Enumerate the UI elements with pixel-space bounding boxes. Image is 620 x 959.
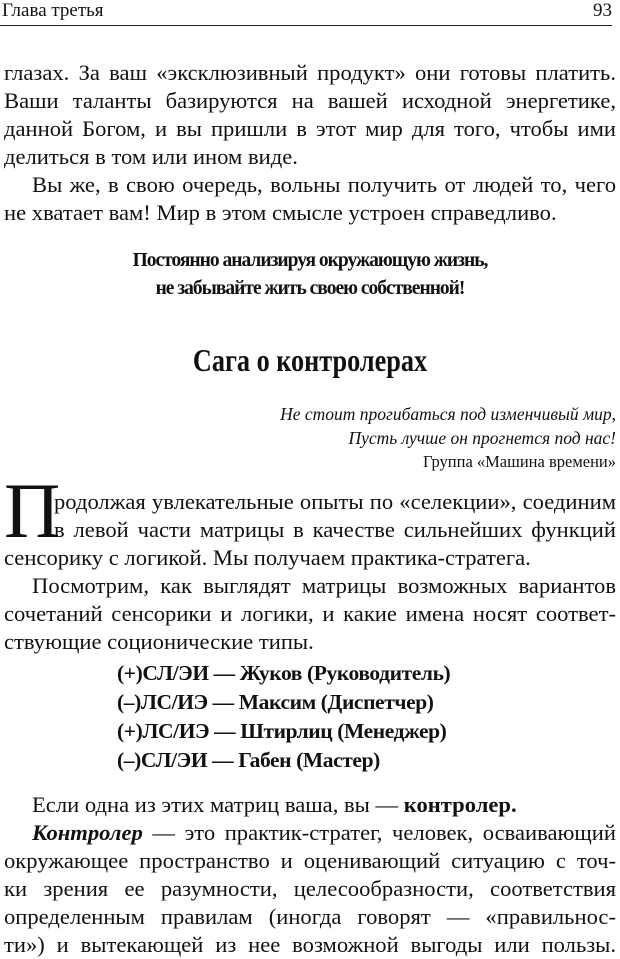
running-header	[0, 0, 612, 26]
text-line: ки зрения ее разумности, целесообразности, соответствия	[4, 876, 616, 901]
text-line: делиться в том или ином виде.	[4, 144, 298, 169]
text-line: сенсорику с логикой. Мы получаем практика-стратега.	[4, 545, 531, 570]
text-line: ствующие соционические типы.	[4, 629, 314, 654]
type-list	[117, 659, 450, 775]
paragraph-controller	[4, 791, 616, 959]
controller-term-italic: Контролер	[32, 820, 143, 845]
epigraph-line: Пусть лучше он прогнется под нас!	[348, 427, 616, 448]
section-title: Сага о контролерах	[192, 342, 428, 378]
type-item: (–)СЛ/ЭИ — Габен (Мастер)	[117, 748, 380, 772]
text-line: данной Богом, и вы пришли в этот мир для того, чтобы ими	[4, 116, 616, 141]
paragraph-talents	[4, 59, 616, 227]
callout-quote	[0, 247, 620, 303]
text-line: окружающее пространство и оценивающий ситуацию с точ-	[4, 848, 616, 873]
text-line: Ваши таланты базируются на вашей исходной энергетике,	[4, 88, 616, 113]
text-line: глазах. За ваш «эксклюзивный продукт» они готовы платить.	[4, 60, 616, 85]
epigraph-source: Группа «Машина времени»	[423, 452, 616, 471]
epigraph-line: Не стоит прогибаться под изменчивый мир,	[280, 404, 616, 424]
text-line: определенным правилам (иногда говорят — «правильнос-	[4, 904, 616, 929]
text-line: сочетаний сенсорики и логики, и какие имена носят соответ-	[4, 601, 616, 626]
page-number: 93	[593, 0, 612, 21]
text-line	[4, 819, 616, 847]
paragraph-selection	[4, 488, 616, 656]
chapter-title: Глава третья	[2, 0, 104, 21]
text-line: Посмотрим, как выглядят матрицы возможных вариантов	[32, 573, 616, 598]
callout-line: Постоянно анализируя окружающую жизнь,	[132, 250, 488, 271]
epigraph	[280, 403, 616, 474]
text-line: родолжая увлекательные опыты по «селекции», соединим	[54, 489, 616, 514]
definition-text: — это практик-стратег, человек, осваивающий	[142, 820, 616, 845]
text-line	[4, 791, 616, 819]
type-item: (–)ЛС/ИЭ — Максим (Диспетчер)	[117, 690, 434, 714]
controller-intro: Если одна из этих матриц ваша, вы —	[32, 792, 404, 817]
text-line: ти») и вытекающей из нее возможной выгоды или пользы.	[4, 932, 616, 957]
text-line: Вы же, в свою очередь, вольны получить от людей то, чего	[32, 172, 616, 197]
type-item: (+)ЛС/ИЭ — Штирлиц (Менеджер)	[117, 719, 447, 743]
controller-term: контролер.	[403, 792, 517, 817]
drop-cap: П	[4, 467, 61, 554]
text-line: не хватает вам! Мир в этом смысле устроен справедливо.	[4, 200, 557, 225]
type-item: (+)СЛ/ЭИ — Жуков (Руководитель)	[117, 661, 451, 685]
callout-line: не забывайте жить своею собственной!	[155, 278, 465, 299]
text-line: в левой части матрицы в качестве сильнейших функций	[54, 517, 616, 542]
